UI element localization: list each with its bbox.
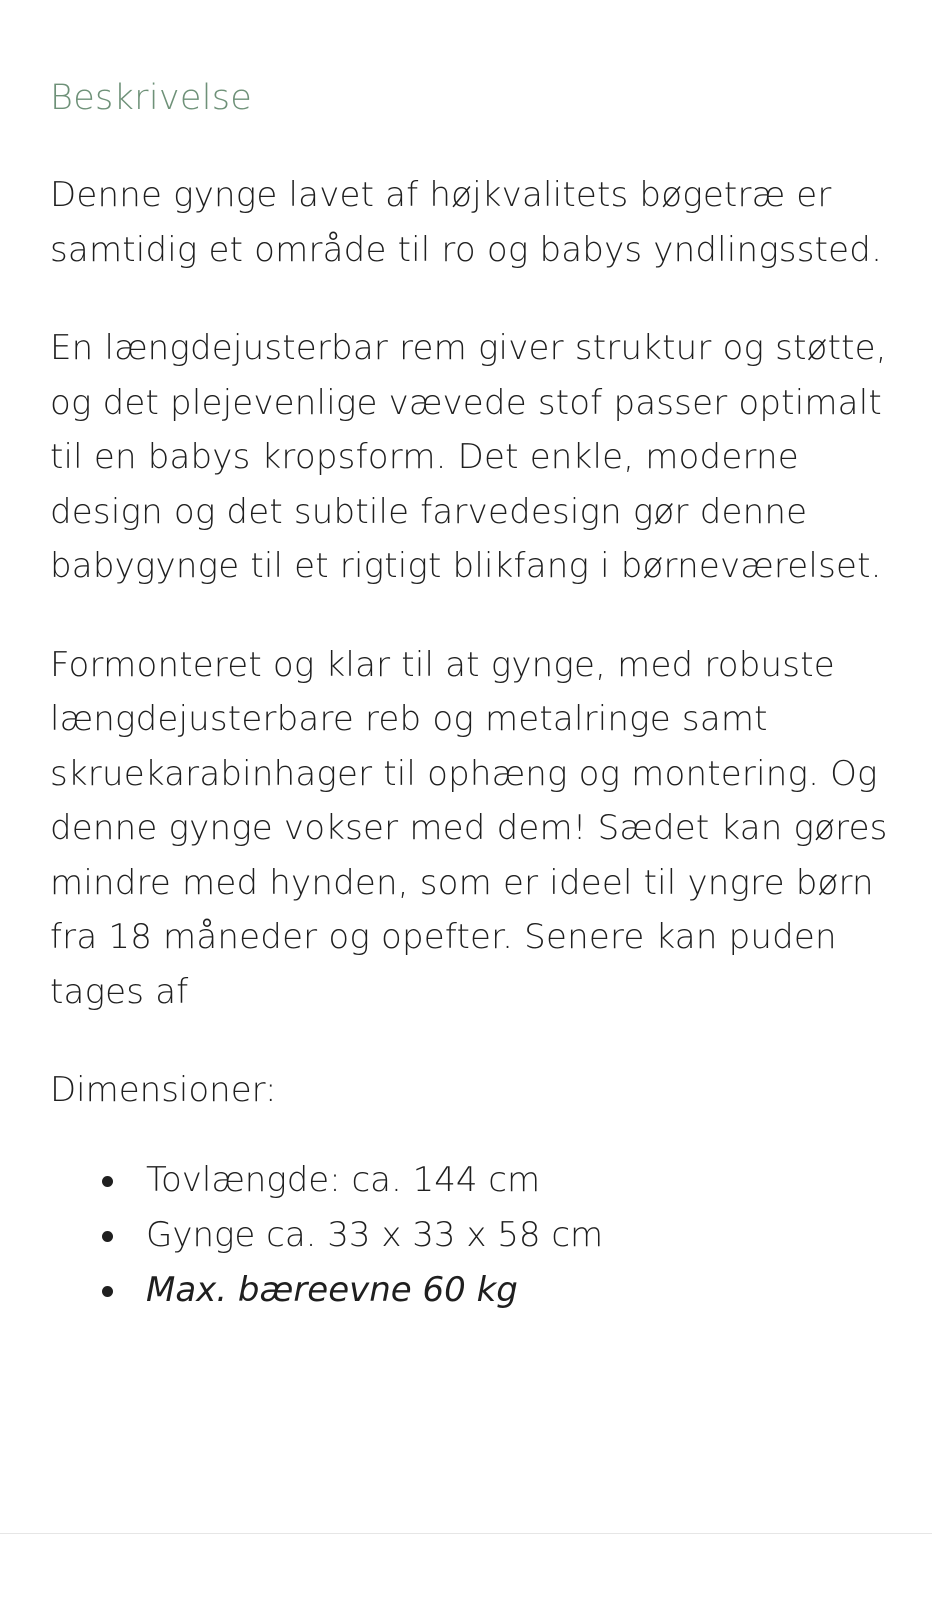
list-item	[102, 1153, 900, 1208]
bullet-icon	[102, 1286, 113, 1297]
description-paragraph: Denne gynge lavet af højkvalitets bøgetræ er samtidig et område til ro og babys yndlingssted.	[50, 175, 883, 270]
dimensions-list	[50, 1153, 900, 1318]
divider	[0, 1533, 932, 1534]
list-item	[102, 1263, 900, 1318]
bullet-icon	[102, 1231, 113, 1242]
description-paragraph: Formonteret og klar til at gynge, med robuste længdejusterbare reb og metalringe samt skruekarabinhager til ophæng og montering. Og denne gynge vokser med dem! Sædet kan gøres mindre med hynden, som er ideel til yngre børn fra 18 måneder og opefter. Senere kan puden tages af	[50, 644, 888, 1012]
bullet-icon	[102, 1176, 113, 1187]
description-title: Beskrivelse	[50, 78, 253, 118]
product-description	[50, 74, 900, 1318]
description-paragraph: En længdejusterbar rem giver struktur og støtte, og det plejevenlige vævede stof passer optimalt til en babys kropsform. Det enkle, moderne design og det subtile farvedesign gør denne babygynge til et rigtigt blikfang i børneværelset.	[50, 328, 887, 586]
dimensions-label: Dimensioner:	[50, 1070, 277, 1110]
list-item	[102, 1208, 900, 1263]
dimension-max-load: Max. bæreevne 60 kg	[146, 1270, 518, 1310]
dimension-rope-length: Tovlængde: ca. 144 cm	[146, 1160, 541, 1200]
dimension-swing-size: Gynge ca. 33 x 33 x 58 cm	[146, 1215, 604, 1255]
